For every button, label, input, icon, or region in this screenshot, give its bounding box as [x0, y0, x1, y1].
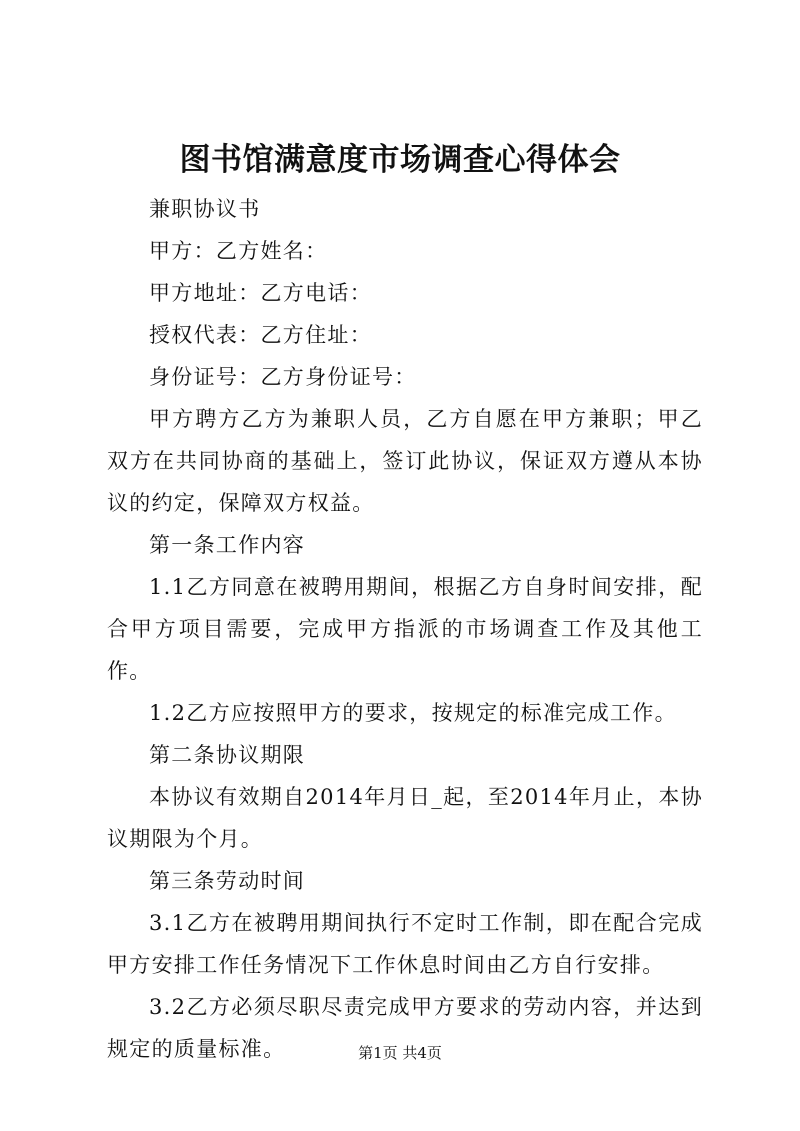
document-body — [107, 188, 703, 1070]
section-heading-work-content: 第一条工作内容 — [149, 533, 306, 557]
page-number-footer: 第1页 共4页 — [358, 1044, 442, 1062]
paragraph-intro: 甲方聘方乙方为兼职人员，乙方自愿在甲方兼职；甲乙双方在共同协商的基础上，签订此协议，保证双方遵从本协议的约定，保障双方权益。 — [107, 407, 703, 515]
document-title: 图书馆满意度市场调查心得体会 — [179, 142, 621, 178]
paragraph-agreement-heading: 兼职协议书 — [149, 197, 261, 221]
paragraph-validity: 本协议有效期自2014年月日_起，至2014年月止，本协议期限为个月。 — [107, 785, 703, 851]
section-heading-agreement-term: 第二条协议期限 — [149, 743, 306, 767]
paragraph-id-number: 身份证号：乙方身份证号： — [149, 365, 417, 389]
clause-1-2: 1.2乙方应按照甲方的要求，按规定的标准完成工作。 — [149, 701, 677, 725]
clause-1-1: 1.1乙方同意在被聘用期间，根据乙方自身时间安排，配合甲方项目需要，完成甲方指派的市场调查工作及其他工作。 — [107, 575, 703, 683]
clause-3-2: 3.2乙方必须尽职尽责完成甲方要求的劳动内容，并达到规定的质量标准。 — [107, 995, 703, 1061]
section-heading-working-time: 第三条劳动时间 — [149, 869, 306, 893]
clause-3-1: 3.1乙方在被聘用期间执行不定时工作制，即在配合完成甲方安排工作任务情况下工作休息时间由乙方自行安排。 — [107, 911, 703, 977]
paragraph-party-names: 甲方：乙方姓名： — [149, 239, 328, 263]
paragraph-party-address-phone: 甲方地址：乙方电话： — [149, 281, 372, 305]
paragraph-representative-address: 授权代表：乙方住址： — [149, 323, 372, 347]
